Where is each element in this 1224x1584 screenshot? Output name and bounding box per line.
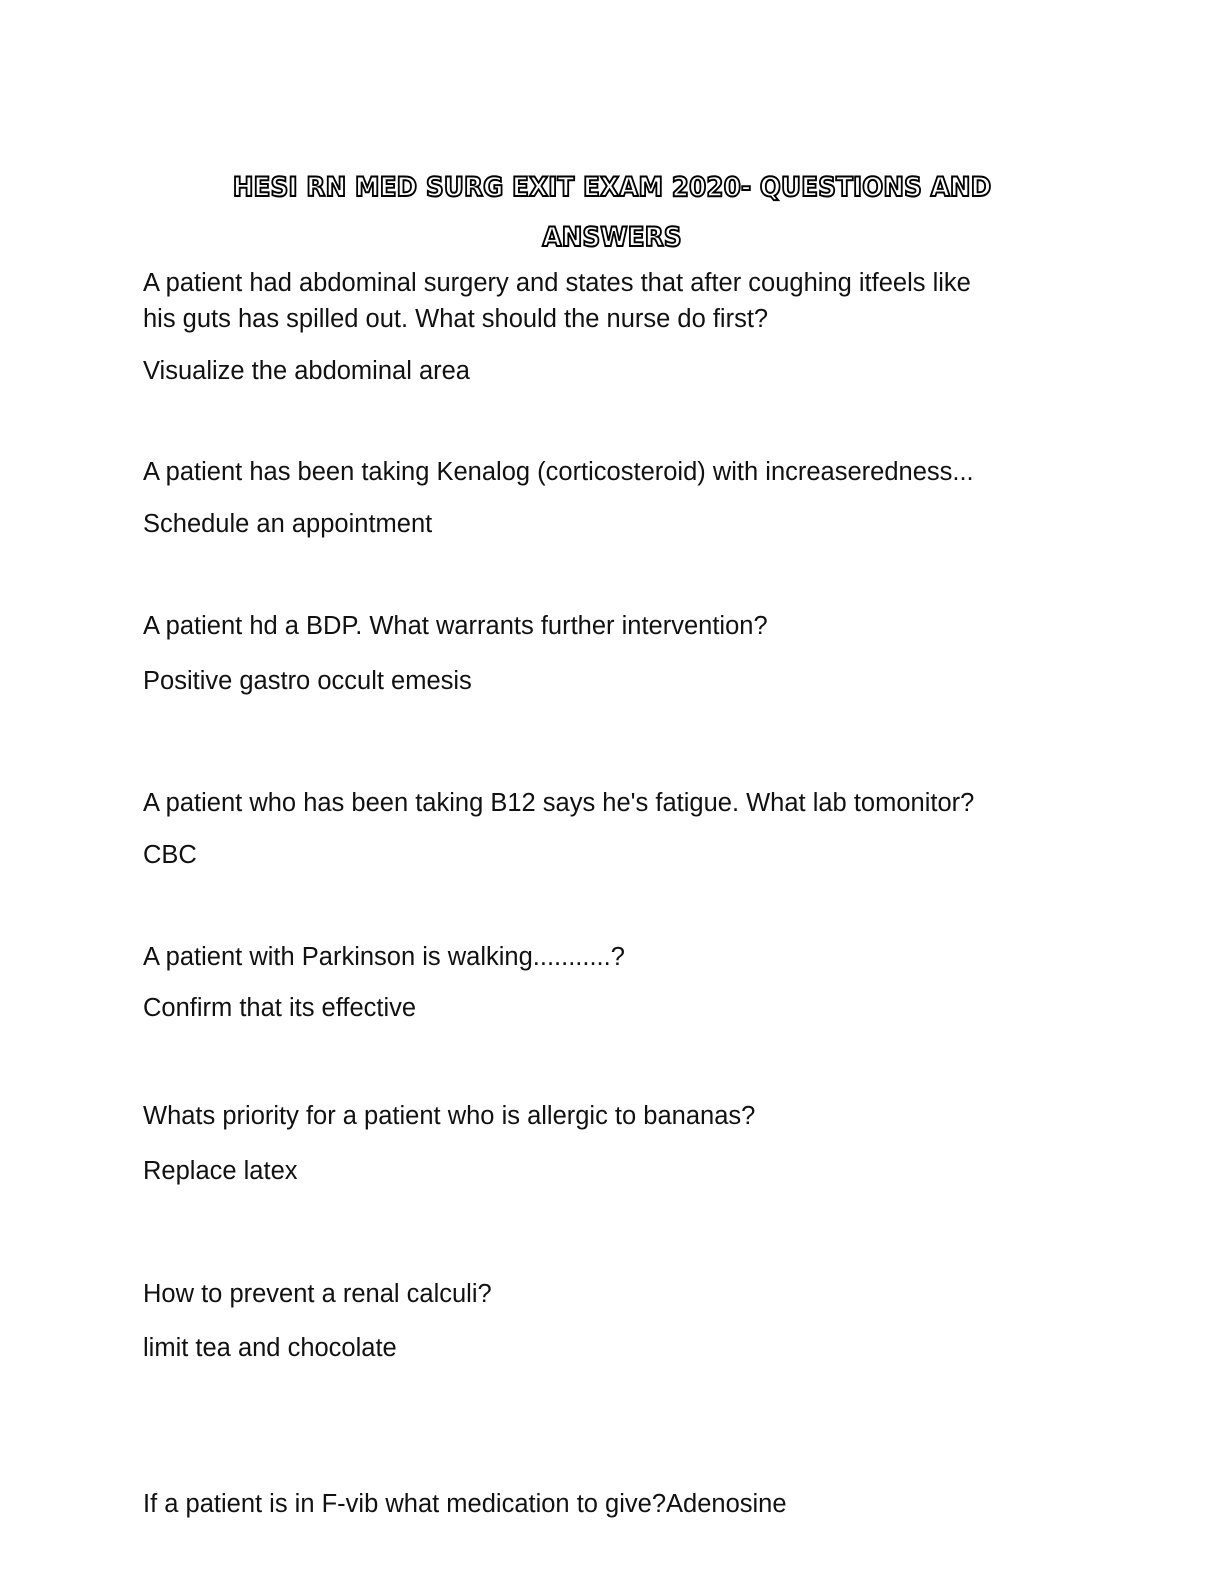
- answer-2: Schedule an appointment: [143, 510, 433, 538]
- document-title-line-1: HESI RN MED SURG EXIT EXAM 2020- QUESTIONS AND: [232, 172, 992, 203]
- question-8: If a patient is in F-vib what medication to give?Adenosine: [143, 1490, 787, 1518]
- question-7: How to prevent a renal calculi?: [143, 1280, 492, 1308]
- answer-3: Positive gastro occult emesis: [143, 667, 472, 695]
- document-title-line-2: ANSWERS: [542, 222, 682, 253]
- question-6: Whats priority for a patient who is allergic to bananas?: [143, 1102, 756, 1130]
- question-3: A patient hd a BDP. What warrants further intervention?: [143, 612, 768, 640]
- answer-1: Visualize the abdominal area: [143, 357, 470, 385]
- question-1-line-1: A patient had abdominal surgery and states that after coughing itfeels like: [143, 269, 971, 297]
- answer-6: Replace latex: [143, 1157, 298, 1185]
- answer-7: limit tea and chocolate: [143, 1334, 397, 1362]
- question-4: A patient who has been taking B12 says he's fatigue. What lab tomonitor?: [143, 789, 975, 817]
- answer-5: Confirm that its effective: [143, 994, 417, 1022]
- question-2: A patient has been taking Kenalog (corticosteroid) with increaseredness...: [143, 458, 974, 486]
- question-1-line-2: his guts has spilled out. What should the nurse do first?: [143, 305, 769, 333]
- question-5: A patient with Parkinson is walking...........?: [143, 943, 625, 971]
- answer-4: CBC: [143, 841, 197, 869]
